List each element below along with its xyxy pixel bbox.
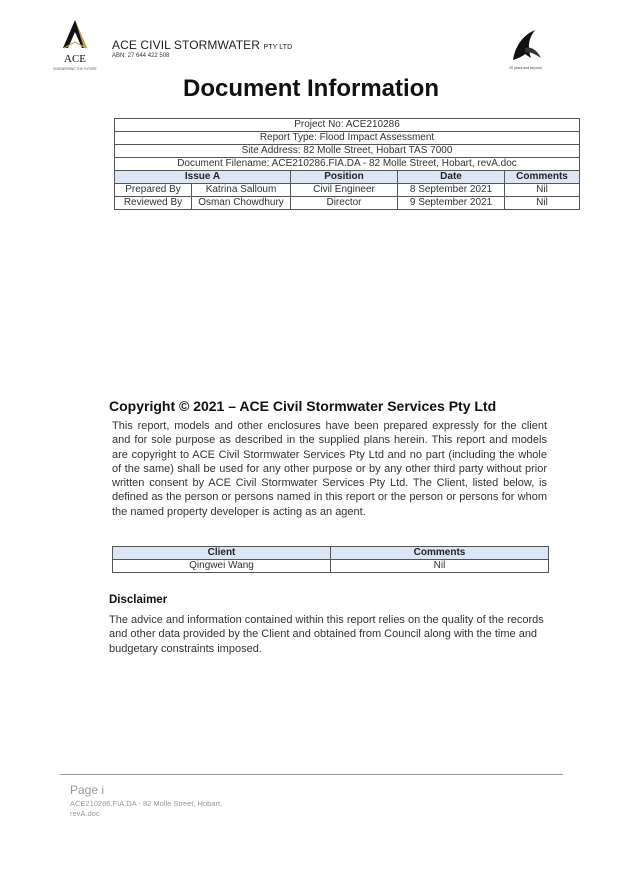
project-number: Project No: ACE210286 [115,119,580,132]
table-cell: Nil [505,197,580,210]
logo-tagline: ENGINEERING THE FUTURE [53,67,97,71]
table-cell: 8 September 2021 [398,184,505,197]
ace-logo [50,18,100,73]
page-number: Page i [70,783,105,797]
column-header: Client [113,547,331,560]
company-suffix: PTY LTD [263,44,293,51]
anniversary-logo [505,26,547,72]
company-abn: ABN: 27 644 422 508 [112,53,170,59]
column-header: Comments [331,547,549,560]
disclaimer-body: The advice and information contained within this report relies on the quality of the records and other data provided by the Client and obtained from Council along with the time and budgetary constraints imposed. [109,614,544,655]
company-block [112,38,292,59]
table-cell: Prepared By [115,184,192,197]
column-header: Position [291,171,398,184]
column-header: Date [398,171,505,184]
logo-text: ACE [64,53,86,65]
table-row [115,197,580,210]
column-header: Issue A [115,171,291,184]
copyright-heading: Copyright © 2021 – ACE Civil Stormwater Services Pty Ltd [109,398,497,414]
report-type: Report Type: Flood Impact Assessment [115,132,580,145]
footer-filename: ACE210286.FIA.DA - 82 Molle Street, Hobart, revA.doc [70,799,223,818]
table-cell: Nil [505,184,580,197]
table-row [115,184,580,197]
document-filename: Document Filename: ACE210286.FIA.DA - 82 Molle Street, Hobart, revA.doc [115,158,580,171]
table-cell: Nil [331,560,549,573]
copyright-body: This report, models and other enclosures have been prepared expressly for the client and for sole purpose as described in the supplied plans herein. This report and models are copyright to ACE Civil Stormwater Services Pty Ltd and no part (including the whole of the same) shall be used for any other purpose or by any other third party without prior written consent by ACE Civil Stormwater Services Pty Ltd. The Client, listed below, is defined as the person or persons named in this report or the person or persons for whom the named property developer is acting as an agent. [112,420,547,518]
table-cell: Qingwei Wang [113,560,331,573]
table-cell: Osman Chowdhury [192,197,291,210]
table-cell: Director [291,197,398,210]
table-cell: Katrina Salloum [192,184,291,197]
document-info-table [114,118,580,210]
table-cell: Reviewed By [115,197,192,210]
table-row [113,560,549,573]
footer-divider [60,774,563,775]
disclaimer-heading: Disclaimer [109,594,168,606]
table-cell: Civil Engineer [291,184,398,197]
client-table [112,546,549,573]
table-cell: 9 September 2021 [398,197,505,210]
site-address: Site Address: 82 Molle Street, Hobart TAS 7000 [115,145,580,158]
company-name: ACE CIVIL STORMWATER PTY LTD [112,38,293,52]
page-title: Document Information [183,75,439,102]
column-header: Comments [505,171,580,184]
anniversary-tagline: 25 years and beyond [509,66,542,70]
